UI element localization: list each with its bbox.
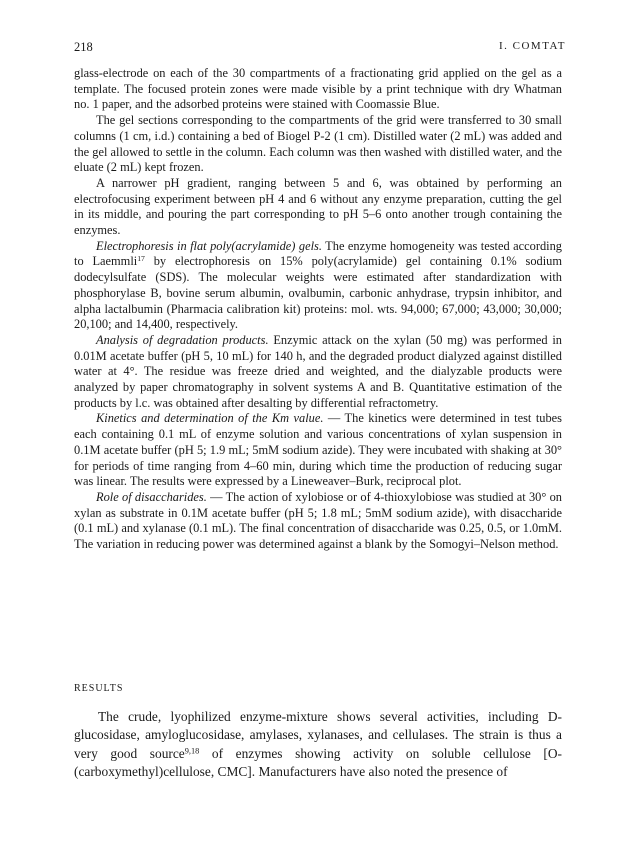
page-number: 218: [74, 40, 93, 54]
subsection-title: Electrophoresis in flat poly(acrylamide) gels.: [96, 238, 322, 253]
paragraph-text: of enzymes showing activity on soluble cellulose [O-(carboxymethyl)cellulose, CMC]. Manufacturers have also noted the presence of: [74, 745, 562, 779]
paragraph-text: The crude, lyophilized enzyme-mixture shows several activities, including D-glucosidase, amyloglucosidase, amylases, xylanases, and cellulases. The strain is thus a very good source: [74, 709, 562, 761]
subsection-title: Kinetics and determination of the Km value.: [96, 411, 324, 426]
paragraph: The gel sections corresponding to the compartments of the grid were transferred to 30 small columns (1 cm, i.d.) containing a bed of Biogel P-2 (1 cm). Distilled water (2 mL) was added and the gel allowed to settle in the column. Each column was then washed with distilled water, and the eluate (2 mL) kept frozen.: [74, 113, 562, 175]
paragraph-text: The enzyme homogeneity was tested according to Laemmli: [74, 238, 562, 269]
paragraph: [74, 708, 562, 781]
page-header: [74, 40, 566, 56]
paragraph: [74, 490, 562, 553]
results-text: [74, 708, 562, 781]
paragraph: [74, 333, 562, 412]
paragraph: [74, 411, 562, 490]
section-heading: RESULTS: [74, 683, 124, 694]
paragraph-text: by electrophoresis on 15% poly(acrylamide) gel containing 0.1% sodium dodecylsulfate (SDS). The molecular weights were estimated after standardization with phosphorylase B, bovine serum albumin, ovalbumin, carbonic anhydrase, trypsin inhibitor, and alpha lactalbumin (Pharmacia calibration kit) proteins: mol. wts. 94,000; 67,000; 43,000; 30,000; 20,100; and 14,400, respectively.: [74, 254, 563, 332]
paragraph-text: Enzymic attack on the xylan (50 mg) was performed in 0.01M acetate buffer (pH 5, 10 mL) for 140 h, and the degraded product dialyzed against distilled water at 4°. The residue was freeze dried and weighted, and the dialyzable products were analyzed by paper chromatography in solvent systems A and B. Quantitative estimation of the products by l.c. was obtained after desalting by differential refractometry.: [74, 332, 562, 410]
citation-ref: 9,18: [184, 746, 200, 756]
running-head: I. COMTAT: [498, 40, 566, 52]
paragraph: [74, 239, 562, 333]
citation-ref: 17: [137, 254, 145, 264]
paragraph-text: — The action of xylobiose or of 4-thioxylobiose was studied at 30° on xylan as substrate in 0.1M acetate buffer (pH 5; 1.8 mL; 5mM sodium azide), with disaccharide (0.1 mL) and xylanase (0.1 mL). The final concentration of disaccharide was 0.25, 0.5, or 1.0mM. The variation in reducing power was determined against a blank by the Somogyi–Nelson method.: [74, 489, 562, 552]
methods-text: [74, 66, 562, 553]
paragraph: A narrower pH gradient, ranging between 5 and 6, was obtained by performing an electrofocusing experiment between pH 4 and 6 without any enzyme preparation, cutting the gel in its middle, and pouring the part corresponding to pH 5–6 onto another trough containing the enzymes.: [74, 175, 562, 238]
subsection-title: Role of disaccharides.: [96, 489, 207, 504]
paragraph-text: — The kinetics were determined in test tubes each containing 0.1 mL of enzyme solution and various concentrations of xylan suspension in 0.1M acetate buffer (pH 5; 1.9 mL; 5mM sodium azide). They were incubated with shaking at 30° for periods of time ranging from 4–60 min, during which time the production of reducing sugar was linear. The results were expressed by a Lineweaver–Burk, reciprocal plot.: [74, 411, 562, 489]
subsection-title: Analysis of degradation products.: [96, 332, 269, 347]
paragraph: glass-electrode on each of the 30 compartments of a fractionating grid applied on the gel as a template. The focused protein zones were made visible by a print technique with dry Whatman no. 1 paper, and the adsorbed proteins were stained with Coomassie Blue.: [74, 66, 562, 112]
